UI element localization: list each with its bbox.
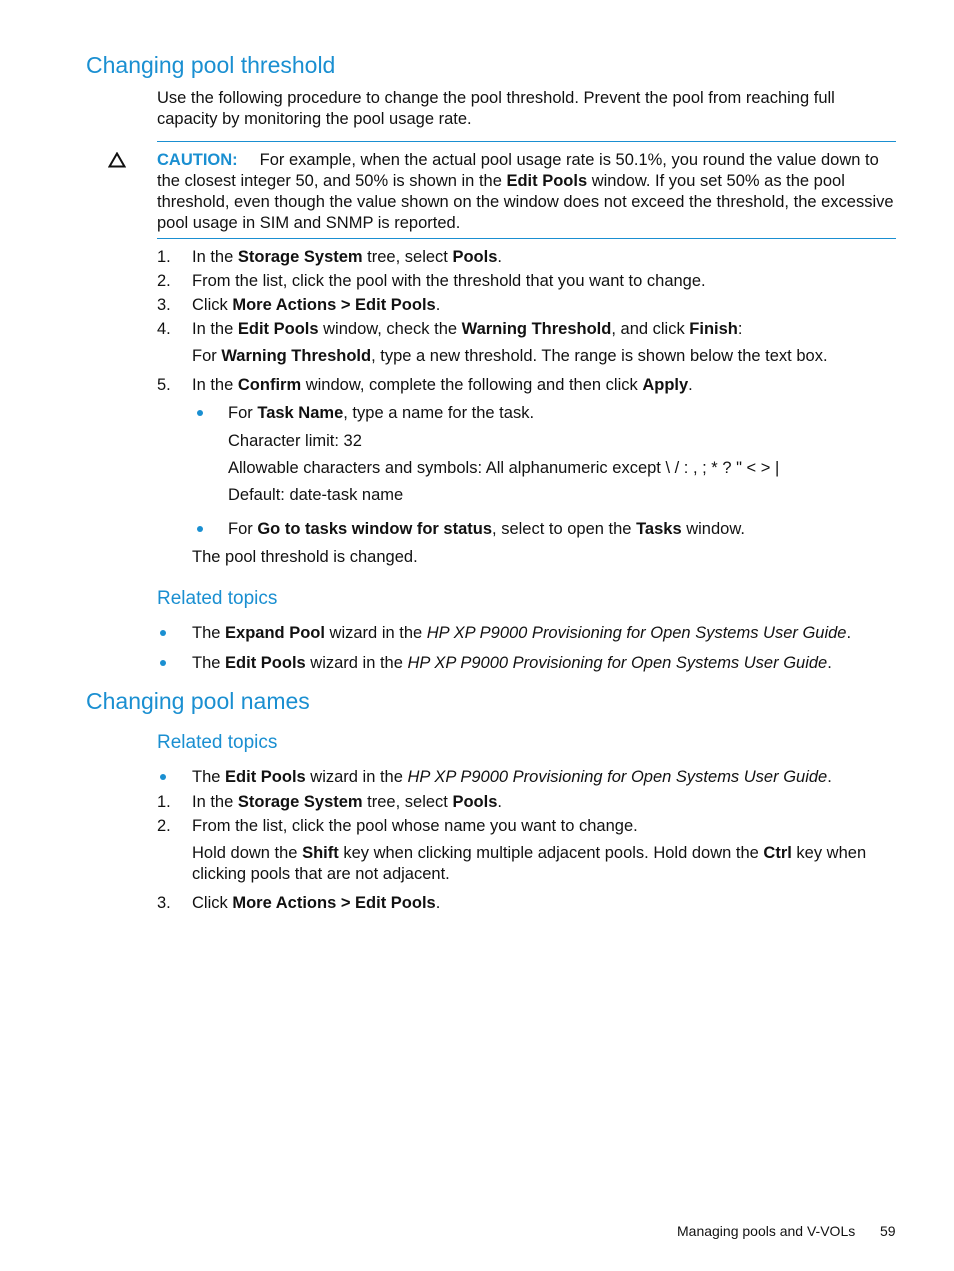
bullet-dot bbox=[197, 526, 203, 532]
footer-section-title: Managing pools and V-VOLs bbox=[677, 1223, 856, 1239]
step-number: 3. bbox=[157, 894, 171, 912]
step-4-detail: For Warning Threshold, type a new threshold. The range is shown below the text box. bbox=[192, 347, 828, 365]
related-topics-heading: Related topics bbox=[157, 732, 278, 753]
step-number: 2. bbox=[157, 272, 171, 290]
page-number: 59 bbox=[880, 1223, 896, 1239]
caution-text bbox=[157, 150, 899, 234]
bullet-dot bbox=[160, 630, 166, 636]
step-number: 3. bbox=[157, 296, 171, 314]
task-name-bullet: For Task Name, type a name for the task. bbox=[228, 404, 535, 422]
step-number: 4. bbox=[157, 320, 171, 338]
related-topic-edit-pools: The Edit Pools wizard in the HP XP P9000 Provisioning for Open Systems User Guide. bbox=[192, 768, 832, 786]
caution-label: CAUTION: bbox=[157, 151, 238, 169]
step-1: In the Storage System tree, select Pools. bbox=[192, 248, 502, 266]
allowable-characters: Allowable characters and symbols: All alphanumeric except \ / : , ; * ? " < > | bbox=[228, 459, 780, 477]
step-number: 1. bbox=[157, 248, 171, 266]
related-topics-heading: Related topics bbox=[157, 588, 278, 609]
caution-text-c: window. If you set 50% as the pool threshold, even though the value shown on the window does not exceed the threshold, the excessive pool usage in SIM and SNMP is reported. bbox=[157, 172, 894, 232]
rename-step-2: From the list, click the pool whose name you want to change. bbox=[192, 817, 638, 835]
step-number: 2. bbox=[157, 817, 171, 835]
related-topic-expand-pool: The Expand Pool wizard in the HP XP P9000 Provisioning for Open Systems User Guide. bbox=[192, 624, 852, 642]
caution-bottom-rule bbox=[157, 238, 896, 239]
rename-step-3: Click More Actions > Edit Pools. bbox=[192, 894, 441, 912]
step-3: Click More Actions > Edit Pools. bbox=[192, 296, 441, 314]
rename-step-1: In the Storage System tree, select Pools. bbox=[192, 793, 502, 811]
section-heading-pool-threshold: Changing pool threshold bbox=[86, 52, 336, 78]
step-4: In the Edit Pools window, check the Warning Threshold, and click Finish: bbox=[192, 320, 743, 338]
intro-paragraph: Use the following procedure to change the pool threshold. Prevent the pool from reaching full capacity by monitoring the pool usage rate. bbox=[157, 89, 835, 128]
default-value: Default: date-task name bbox=[228, 486, 404, 504]
bullet-dot bbox=[160, 774, 166, 780]
caution-top-rule bbox=[157, 141, 896, 142]
bullet-dot bbox=[197, 410, 203, 416]
related-topic-edit-pools: The Edit Pools wizard in the HP XP P9000 Provisioning for Open Systems User Guide. bbox=[192, 654, 832, 672]
step-5: In the Confirm window, complete the following and then click Apply. bbox=[192, 376, 693, 394]
section-heading-pool-names: Changing pool names bbox=[86, 688, 310, 714]
caution-text-b: Edit Pools bbox=[506, 172, 588, 190]
step-number: 1. bbox=[157, 793, 171, 811]
bullet-dot bbox=[160, 660, 166, 666]
goto-tasks-bullet: For Go to tasks window for status, select to open the Tasks window. bbox=[228, 520, 745, 538]
caution-triangle-icon bbox=[108, 152, 126, 168]
character-limit: Character limit: 32 bbox=[228, 432, 362, 450]
result-text: The pool threshold is changed. bbox=[192, 548, 418, 566]
step-number: 5. bbox=[157, 376, 171, 394]
caution-text-a: For example, when the actual pool usage rate is 50.1%, you round the value down to the closest integer 50, and 50% is shown in the bbox=[157, 151, 879, 190]
step-2: From the list, click the pool with the threshold that you want to change. bbox=[192, 272, 706, 290]
rename-step-2-detail: Hold down the Shift key when clicking multiple adjacent pools. Hold down the Ctrl key when clicking pools that are not adjacent. bbox=[192, 844, 867, 883]
